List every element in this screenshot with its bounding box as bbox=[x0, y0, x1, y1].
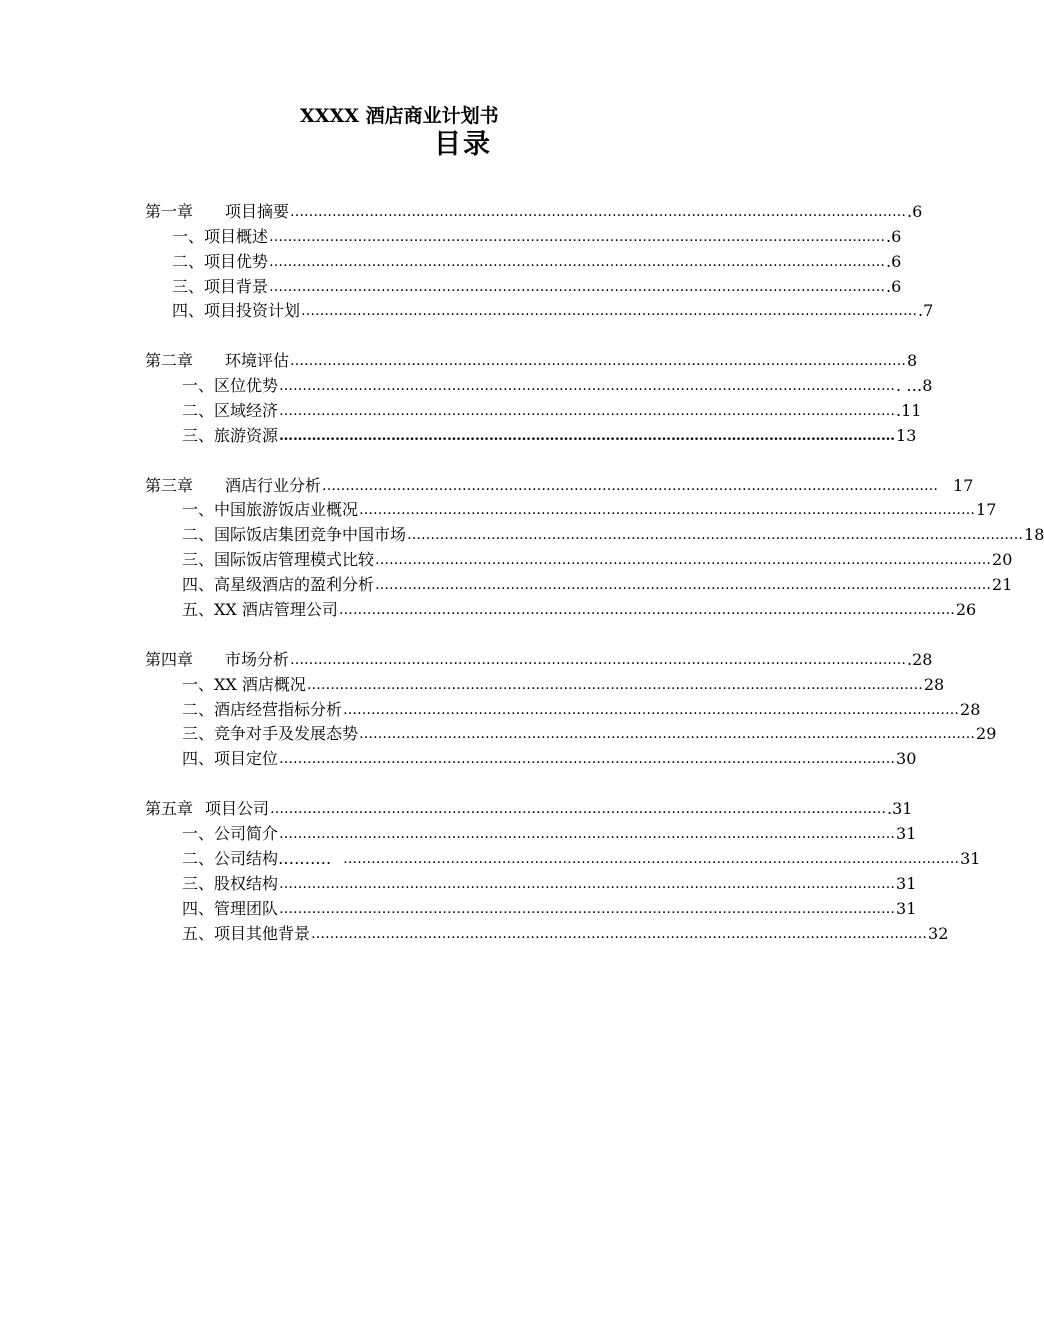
page-number: 28 bbox=[923, 675, 945, 694]
item-title: 三、竞争对手及发展态势 bbox=[182, 724, 359, 743]
page-number: .28 bbox=[907, 650, 933, 669]
dot-leader: …………………………………………………………………………………………………………………… bbox=[343, 702, 960, 718]
item-title: 二、项目优势 bbox=[172, 252, 269, 271]
dot-leader: …………………………………………………………………………………………………………………… bbox=[359, 726, 976, 742]
dot-leader: …………………………………………………………………………………………………………………… bbox=[269, 279, 886, 295]
page-number: 18 bbox=[1024, 525, 1044, 544]
dot-leader: …………………………………………………………………………………………………………………… bbox=[269, 229, 886, 245]
chapter-title: 环境评估 bbox=[225, 351, 290, 370]
document-title: XXXX 酒店商业计划书 bbox=[300, 105, 499, 127]
item-title: 二、公司结构………. bbox=[182, 849, 332, 868]
item-title: 一、项目概述 bbox=[172, 227, 269, 246]
item-title: 二、国际饭店集团竞争中国市场 bbox=[182, 525, 407, 544]
toc-item[interactable] bbox=[182, 374, 933, 398]
dot-leader: …………………………………………………………………………………………………………………… bbox=[290, 353, 907, 369]
item-title: 四、项目投资计划 bbox=[172, 301, 301, 320]
toc-item[interactable] bbox=[172, 250, 902, 274]
chapter-title: 酒店行业分析 bbox=[225, 476, 322, 495]
dot-leader: …………………………………………………………………………………………………………………… bbox=[269, 254, 886, 270]
page-number: .6 bbox=[886, 252, 902, 271]
dot-leader: …………………………………………………………………………………………………………………… bbox=[375, 577, 992, 593]
toc-item[interactable] bbox=[182, 523, 1044, 547]
item-title: 一、公司简介 bbox=[182, 824, 279, 843]
dot-leader: …………………………………………………………………………………………………………………… bbox=[279, 403, 896, 419]
page-number: 31 bbox=[896, 899, 917, 918]
page-number: 32 bbox=[928, 924, 949, 943]
page-number: 31 bbox=[896, 824, 917, 843]
dot-leader: …………………………………………………………………………………………………………………… bbox=[407, 527, 1024, 543]
toc-item[interactable] bbox=[182, 722, 997, 746]
toc-item[interactable] bbox=[182, 847, 981, 871]
toc-item[interactable] bbox=[182, 673, 945, 697]
page-number: .6 bbox=[907, 202, 923, 221]
page-number: 31 bbox=[960, 849, 981, 868]
item-title: 四、项目定位 bbox=[182, 749, 279, 768]
chapter-title: 市场分析 bbox=[225, 650, 290, 669]
dot-leader: …………………………………………………………………………………………………………………… bbox=[306, 677, 923, 693]
toc-item[interactable] bbox=[182, 399, 922, 423]
dot-leader: …………………………………………………………………………………………………………………… bbox=[279, 428, 896, 444]
page-number: .6 bbox=[886, 277, 902, 296]
page-number: .11 bbox=[896, 401, 922, 420]
chapter-number: 第五章 bbox=[145, 799, 194, 818]
chapter-title: 项目摘要 bbox=[225, 202, 290, 221]
page-number: 20 bbox=[992, 550, 1013, 569]
toc-item[interactable] bbox=[172, 225, 902, 249]
toc-item[interactable] bbox=[182, 424, 917, 448]
page-number: . …8 bbox=[896, 376, 933, 395]
toc-item[interactable] bbox=[182, 498, 997, 522]
dot-leader: …………………………………………………………………………………………………………………… bbox=[279, 378, 896, 394]
page-number: .7 bbox=[918, 301, 934, 320]
page-number: 13 bbox=[896, 426, 917, 445]
dot-leader: …………………………………………………………………………………………………………………… bbox=[290, 204, 907, 220]
toc-item[interactable] bbox=[182, 698, 981, 722]
item-title: 五、XX 酒店管理公司 bbox=[182, 600, 338, 619]
item-title: 五、项目其他背景 bbox=[182, 924, 311, 943]
toc-item[interactable] bbox=[182, 922, 949, 946]
chapter-number: 第四章 bbox=[145, 650, 194, 669]
dot-leader: …………………………………………………………………………………………………………………… bbox=[279, 901, 896, 917]
item-title: 三、国际饭店管理模式比较 bbox=[182, 550, 375, 569]
dot-leader: …………………………………………………………………………………………………………………… bbox=[322, 478, 939, 494]
item-title: 三、项目背景 bbox=[172, 277, 269, 296]
page-number: 17 bbox=[953, 476, 974, 495]
toc-item[interactable] bbox=[182, 822, 917, 846]
item-title: 四、管理团队 bbox=[182, 899, 279, 918]
item-title: 一、区位优势 bbox=[182, 376, 279, 395]
item-title: 三、股权结构 bbox=[182, 874, 279, 893]
dot-leader: …………………………………………………………………………………………………………………… bbox=[290, 652, 907, 668]
item-title: 二、区域经济 bbox=[182, 401, 279, 420]
page-number: 17 bbox=[976, 500, 997, 519]
page-number: 29 bbox=[976, 724, 997, 743]
dot-leader: …………………………………………………………………………………………………………………… bbox=[279, 876, 896, 892]
toc-chapter-3[interactable] bbox=[145, 474, 974, 498]
dot-leader: …………………………………………………………………………………………………………………… bbox=[343, 851, 960, 867]
chapter-number: 第三章 bbox=[145, 476, 194, 495]
toc-item[interactable] bbox=[182, 747, 917, 771]
dot-leader: …………………………………………………………………………………………………………………… bbox=[311, 926, 928, 942]
page-number: 26 bbox=[955, 600, 977, 619]
toc-chapter-4[interactable] bbox=[145, 648, 933, 672]
toc-item[interactable] bbox=[182, 872, 917, 896]
dot-leader: …………………………………………………………………………………………………………………… bbox=[301, 303, 918, 319]
item-title: 一、XX 酒店概况 bbox=[182, 675, 306, 694]
item-title: 四、高星级酒店的盈利分析 bbox=[182, 575, 375, 594]
chapter-number: 第二章 bbox=[145, 351, 194, 370]
toc-chapter-2[interactable] bbox=[145, 349, 918, 373]
page-number: 30 bbox=[896, 749, 917, 768]
chapter-title: 项目公司 bbox=[205, 799, 270, 818]
toc-item[interactable] bbox=[172, 299, 934, 323]
dot-leader: …………………………………………………………………………………………………………………… bbox=[359, 502, 976, 518]
page-number: 31 bbox=[896, 874, 917, 893]
item-title: 一、中国旅游饭店业概况 bbox=[182, 500, 359, 519]
toc-item[interactable] bbox=[182, 573, 1013, 597]
toc-chapter-1[interactable] bbox=[145, 200, 923, 224]
dot-leader: …………………………………………………………………………………………………………………… bbox=[270, 801, 887, 817]
chapter-number: 第一章 bbox=[145, 202, 194, 221]
toc-heading: 目录 bbox=[434, 129, 492, 160]
page-number: .6 bbox=[886, 227, 902, 246]
toc-item[interactable] bbox=[182, 548, 1013, 572]
toc-item[interactable] bbox=[182, 598, 977, 622]
item-title: 二、酒店经营指标分析 bbox=[182, 700, 343, 719]
page-number: .31 bbox=[887, 799, 913, 818]
toc-item[interactable] bbox=[172, 275, 902, 299]
dot-leader: …………………………………………………………………………………………………………………… bbox=[338, 602, 955, 618]
dot-leader: …………………………………………………………………………………………………………………… bbox=[279, 826, 896, 842]
page-number: 21 bbox=[992, 575, 1013, 594]
dot-leader: …………………………………………………………………………………………………………………… bbox=[279, 751, 896, 767]
toc-chapter-5[interactable] bbox=[145, 797, 913, 821]
dot-leader: …………………………………………………………………………………………………………………… bbox=[375, 552, 992, 568]
page-number: 8 bbox=[907, 351, 918, 370]
item-title: 三、旅游资源 bbox=[182, 426, 279, 445]
page-number: 28 bbox=[960, 700, 981, 719]
toc-item[interactable] bbox=[182, 897, 917, 921]
